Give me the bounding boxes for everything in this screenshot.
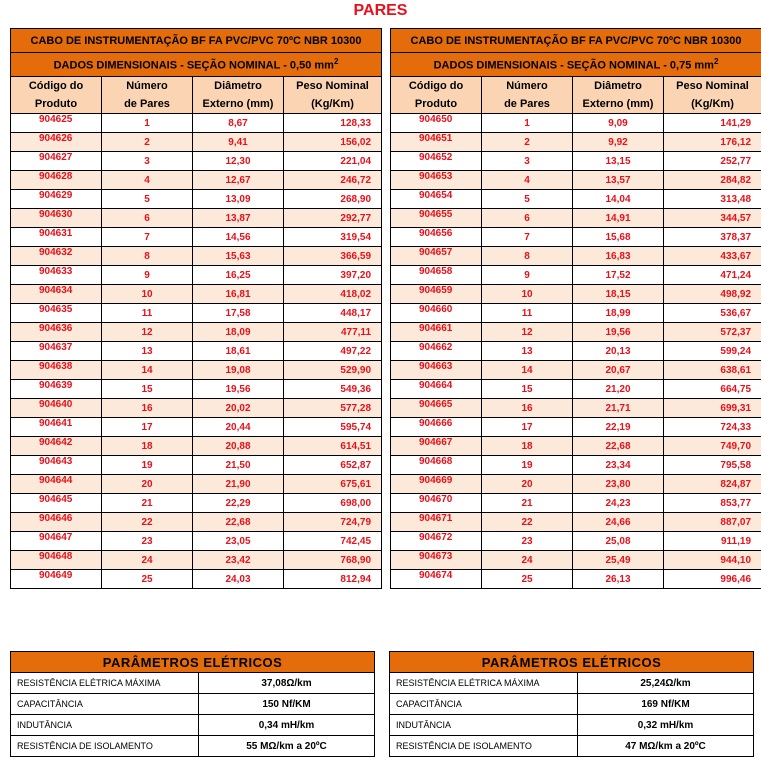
param-value-isolamento: 55 MΩ/km a 20ºC [199, 736, 375, 757]
cell-diametro: 21,90 [193, 475, 284, 494]
cell-numero: 18 [482, 437, 573, 456]
cell-diametro: 9,92 [573, 133, 664, 152]
table-row [11, 247, 382, 266]
cell-codigo: 904669 [391, 475, 482, 494]
table-row [11, 285, 382, 304]
header-diametro: Diâmetro [573, 77, 664, 96]
cell-peso: 221,04 [284, 152, 382, 171]
header-numero: Número [482, 77, 573, 96]
cell-numero: 14 [482, 361, 573, 380]
cell-codigo: 904665 [391, 399, 482, 418]
cell-diametro: 12,67 [193, 171, 284, 190]
header-codigo: Código do [391, 77, 482, 96]
table-row [11, 209, 382, 228]
cell-peso: 599,24 [664, 342, 761, 361]
cell-peso: 344,57 [664, 209, 761, 228]
param-value-resistencia: 25,24Ω/km [578, 673, 754, 694]
cell-numero: 4 [482, 171, 573, 190]
subtitle-text: DADOS DIMENSIONAIS - SEÇÃO NOMINAL - 0,50 mm [53, 59, 334, 72]
cell-diametro: 18,15 [573, 285, 664, 304]
table-row [391, 266, 761, 285]
cell-codigo: 904674 [391, 570, 482, 589]
cell-codigo: 904639 [11, 380, 102, 399]
cell-codigo: 904640 [11, 399, 102, 418]
cell-codigo: 904644 [11, 475, 102, 494]
param-label-indutancia: INDUTÂNCIA [390, 715, 578, 736]
cell-peso: 742,45 [284, 532, 382, 551]
table-row [391, 209, 761, 228]
cell-peso: 996,46 [664, 570, 761, 589]
table-row [391, 323, 761, 342]
cell-numero: 1 [102, 114, 193, 133]
cell-peso: 944,10 [664, 551, 761, 570]
cell-numero: 10 [102, 285, 193, 304]
cell-peso: 536,67 [664, 304, 761, 323]
cell-numero: 18 [102, 437, 193, 456]
param-label-capacitancia: CAPACITÂNCIA [390, 694, 578, 715]
cell-numero: 24 [102, 551, 193, 570]
table-row [391, 304, 761, 323]
cell-numero: 15 [102, 380, 193, 399]
table-row [11, 551, 382, 570]
cell-numero: 1 [482, 114, 573, 133]
table-subtitle [11, 53, 382, 77]
cell-peso: 284,82 [664, 171, 761, 190]
cell-diametro: 13,15 [573, 152, 664, 171]
subtitle-sup: 2 [333, 57, 339, 67]
header-kg-km: (Kg/Km) [284, 95, 382, 114]
cell-peso: 433,67 [664, 247, 761, 266]
param-value-indutancia: 0,34 mH/km [199, 715, 375, 736]
cell-diametro: 18,09 [193, 323, 284, 342]
table-row [11, 323, 382, 342]
cell-diametro: 21,50 [193, 456, 284, 475]
cell-diametro: 13,09 [193, 190, 284, 209]
header-peso: Peso Nominal [284, 77, 382, 96]
cell-peso: 292,77 [284, 209, 382, 228]
cell-codigo: 904641 [11, 418, 102, 437]
cell-peso: 675,61 [284, 475, 382, 494]
cell-codigo: 904630 [11, 209, 102, 228]
cell-diametro: 18,99 [573, 304, 664, 323]
cell-numero: 22 [102, 513, 193, 532]
table-row [11, 342, 382, 361]
cell-peso: 577,28 [284, 399, 382, 418]
cell-codigo: 904642 [11, 437, 102, 456]
table-row [11, 532, 382, 551]
cell-numero: 7 [482, 228, 573, 247]
header-produto: Produto [391, 95, 482, 114]
cell-codigo: 904626 [11, 133, 102, 152]
cell-peso: 313,48 [664, 190, 761, 209]
cell-peso: 471,24 [664, 266, 761, 285]
cell-diametro: 19,08 [193, 361, 284, 380]
cell-diametro: 16,25 [193, 266, 284, 285]
cell-codigo: 904654 [391, 190, 482, 209]
table-row [391, 342, 761, 361]
cell-diametro: 22,68 [193, 513, 284, 532]
table-row [391, 456, 761, 475]
cell-peso: 128,33 [284, 114, 382, 133]
table-row [391, 133, 761, 152]
cell-codigo: 904660 [391, 304, 482, 323]
cell-peso: 749,70 [664, 437, 761, 456]
param-label-indutancia: INDUTÂNCIA [11, 715, 199, 736]
param-value-capacitancia: 150 Nf/KM [199, 694, 375, 715]
cell-codigo: 904648 [11, 551, 102, 570]
cell-numero: 21 [102, 494, 193, 513]
cell-numero: 23 [482, 532, 573, 551]
cell-numero: 9 [102, 266, 193, 285]
cell-diametro: 20,13 [573, 342, 664, 361]
cell-numero: 12 [482, 323, 573, 342]
cell-numero: 6 [482, 209, 573, 228]
cell-numero: 12 [102, 323, 193, 342]
cell-codigo: 904625 [11, 114, 102, 133]
table-row [391, 190, 761, 209]
table-row [391, 361, 761, 380]
header-externo: Externo (mm) [193, 95, 284, 114]
table-row [391, 551, 761, 570]
table-row [391, 399, 761, 418]
cell-codigo: 904659 [391, 285, 482, 304]
cell-diametro: 14,91 [573, 209, 664, 228]
cell-numero: 2 [482, 133, 573, 152]
cell-diametro: 14,56 [193, 228, 284, 247]
cell-numero: 5 [102, 190, 193, 209]
cell-codigo: 904635 [11, 304, 102, 323]
cell-peso: 652,87 [284, 456, 382, 475]
param-label-resistencia: RESISTÊNCIA ELÉTRICA MÁXIMA [390, 673, 578, 694]
cell-diametro: 17,52 [573, 266, 664, 285]
cell-diametro: 18,61 [193, 342, 284, 361]
cell-numero: 10 [482, 285, 573, 304]
cell-codigo: 904643 [11, 456, 102, 475]
cell-peso: 529,90 [284, 361, 382, 380]
header-kg-km: (Kg/Km) [664, 95, 761, 114]
cell-codigo: 904636 [11, 323, 102, 342]
cell-peso: 853,77 [664, 494, 761, 513]
table-row [391, 513, 761, 532]
cell-codigo: 904627 [11, 152, 102, 171]
cell-numero: 17 [482, 418, 573, 437]
cell-diametro: 22,29 [193, 494, 284, 513]
cell-diametro: 17,58 [193, 304, 284, 323]
cell-codigo: 904650 [391, 114, 482, 133]
cell-peso: 795,58 [664, 456, 761, 475]
table-row [391, 532, 761, 551]
cell-codigo: 904632 [11, 247, 102, 266]
cell-diametro: 23,80 [573, 475, 664, 494]
cell-diametro: 20,88 [193, 437, 284, 456]
cell-diametro: 22,68 [573, 437, 664, 456]
table-row [11, 437, 382, 456]
cell-peso: 572,37 [664, 323, 761, 342]
param-label-isolamento: RESISTÊNCIA DE ISOLAMENTO [390, 736, 578, 757]
header-externo: Externo (mm) [573, 95, 664, 114]
cell-numero: 24 [482, 551, 573, 570]
cell-numero: 8 [482, 247, 573, 266]
cell-codigo: 904658 [391, 266, 482, 285]
cell-peso: 812,94 [284, 570, 382, 589]
table-row [11, 152, 382, 171]
cell-diametro: 15,63 [193, 247, 284, 266]
cell-codigo: 904653 [391, 171, 482, 190]
dimensional-table-075 [390, 28, 761, 589]
electrical-params-050 [10, 651, 375, 757]
table-row [11, 133, 382, 152]
table-row [391, 285, 761, 304]
cell-numero: 16 [482, 399, 573, 418]
cell-codigo: 904656 [391, 228, 482, 247]
cell-diametro: 21,71 [573, 399, 664, 418]
cell-peso: 477,11 [284, 323, 382, 342]
cell-codigo: 904631 [11, 228, 102, 247]
table-row [11, 304, 382, 323]
cell-codigo: 904655 [391, 209, 482, 228]
cell-codigo: 904651 [391, 133, 482, 152]
cell-numero: 11 [102, 304, 193, 323]
table-rows [391, 114, 761, 589]
table-row [391, 247, 761, 266]
cell-numero: 19 [482, 456, 573, 475]
header-de-pares: de Pares [482, 95, 573, 114]
table-row [11, 513, 382, 532]
header-diametro: Diâmetro [193, 77, 284, 96]
table-row [11, 361, 382, 380]
cell-diametro: 26,13 [573, 570, 664, 589]
cell-codigo: 904652 [391, 152, 482, 171]
table-row [11, 399, 382, 418]
table-row [11, 570, 382, 589]
cell-numero: 20 [102, 475, 193, 494]
cell-diametro: 25,08 [573, 532, 664, 551]
cell-codigo: 904668 [391, 456, 482, 475]
cell-diametro: 20,67 [573, 361, 664, 380]
params-title: PARÂMETROS ELÉTRICOS [390, 652, 754, 673]
cell-numero: 16 [102, 399, 193, 418]
cell-diametro: 21,20 [573, 380, 664, 399]
cell-codigo: 904670 [391, 494, 482, 513]
cell-numero: 20 [482, 475, 573, 494]
param-label-resistencia: RESISTÊNCIA ELÉTRICA MÁXIMA [11, 673, 199, 694]
cell-peso: 614,51 [284, 437, 382, 456]
table-subtitle [391, 53, 761, 77]
cell-peso: 824,87 [664, 475, 761, 494]
table-row [391, 152, 761, 171]
param-value-capacitancia: 169 Nf/KM [578, 694, 754, 715]
cell-codigo: 904667 [391, 437, 482, 456]
table-title: CABO DE INSTRUMENTAÇÃO BF FA PVC/PVC 70ºC NBR 10300 [391, 29, 761, 53]
cell-codigo: 904672 [391, 532, 482, 551]
table-row [11, 380, 382, 399]
cell-codigo: 904661 [391, 323, 482, 342]
cell-diametro: 16,81 [193, 285, 284, 304]
header-numero: Número [102, 77, 193, 96]
cell-diametro: 9,09 [573, 114, 664, 133]
dimensional-table-050 [10, 28, 382, 589]
cell-peso: 397,20 [284, 266, 382, 285]
param-label-isolamento: RESISTÊNCIA DE ISOLAMENTO [11, 736, 199, 757]
cell-codigo: 904663 [391, 361, 482, 380]
cell-peso: 448,17 [284, 304, 382, 323]
cell-numero: 17 [102, 418, 193, 437]
cell-peso: 366,59 [284, 247, 382, 266]
cell-peso: 698,00 [284, 494, 382, 513]
subtitle-text: DADOS DIMENSIONAIS - SEÇÃO NOMINAL - 0,75 mm [433, 59, 714, 72]
cell-peso: 768,90 [284, 551, 382, 570]
table-row [11, 418, 382, 437]
cell-peso: 268,90 [284, 190, 382, 209]
table-row [391, 418, 761, 437]
table-row [11, 494, 382, 513]
cell-numero: 25 [102, 570, 193, 589]
header-codigo: Código do [11, 77, 102, 96]
table-row [11, 228, 382, 247]
cell-codigo: 904633 [11, 266, 102, 285]
subtitle-sup: 2 [713, 57, 719, 67]
cell-diametro: 23,42 [193, 551, 284, 570]
cell-numero: 2 [102, 133, 193, 152]
cell-numero: 14 [102, 361, 193, 380]
cell-peso: 911,19 [664, 532, 761, 551]
params-title: PARÂMETROS ELÉTRICOS [11, 652, 375, 673]
cell-numero: 25 [482, 570, 573, 589]
cell-codigo: 904673 [391, 551, 482, 570]
table-row [391, 570, 761, 589]
table-row [391, 228, 761, 247]
cell-diametro: 12,30 [193, 152, 284, 171]
cell-diametro: 23,34 [573, 456, 664, 475]
cell-numero: 13 [482, 342, 573, 361]
cell-numero: 21 [482, 494, 573, 513]
cell-peso: 246,72 [284, 171, 382, 190]
cell-peso: 724,33 [664, 418, 761, 437]
cell-diametro: 24,03 [193, 570, 284, 589]
cell-diametro: 22,19 [573, 418, 664, 437]
table-rows [11, 114, 382, 589]
cell-numero: 23 [102, 532, 193, 551]
cell-diametro: 16,83 [573, 247, 664, 266]
cell-numero: 3 [102, 152, 193, 171]
table-row [391, 114, 761, 133]
cell-peso: 638,61 [664, 361, 761, 380]
cell-peso: 699,31 [664, 399, 761, 418]
cell-numero: 5 [482, 190, 573, 209]
table-row [391, 475, 761, 494]
table-row [391, 171, 761, 190]
cell-peso: 549,36 [284, 380, 382, 399]
cell-peso: 498,92 [664, 285, 761, 304]
cell-diametro: 19,56 [193, 380, 284, 399]
page-title: PARES [353, 2, 408, 19]
cell-numero: 13 [102, 342, 193, 361]
cell-diametro: 9,41 [193, 133, 284, 152]
cell-numero: 19 [102, 456, 193, 475]
cell-diametro: 14,04 [573, 190, 664, 209]
table-title: CABO DE INSTRUMENTAÇÃO BF FA PVC/PVC 70ºC NBR 10300 [11, 29, 382, 53]
cell-codigo: 904671 [391, 513, 482, 532]
cell-diametro: 13,87 [193, 209, 284, 228]
cell-diametro: 19,56 [573, 323, 664, 342]
cell-numero: 7 [102, 228, 193, 247]
table-row [391, 437, 761, 456]
cell-codigo: 904646 [11, 513, 102, 532]
table-row [11, 114, 382, 133]
cell-diametro: 24,66 [573, 513, 664, 532]
table-row [11, 475, 382, 494]
table-row [391, 380, 761, 399]
cell-codigo: 904666 [391, 418, 482, 437]
cell-diametro: 13,57 [573, 171, 664, 190]
cell-numero: 11 [482, 304, 573, 323]
cell-codigo: 904647 [11, 532, 102, 551]
cell-peso: 664,75 [664, 380, 761, 399]
cell-peso: 319,54 [284, 228, 382, 247]
table-row [11, 266, 382, 285]
table-row [11, 190, 382, 209]
cell-numero: 3 [482, 152, 573, 171]
header-produto: Produto [11, 95, 102, 114]
cell-diametro: 15,68 [573, 228, 664, 247]
param-value-resistencia: 37,08Ω/km [199, 673, 375, 694]
cell-diametro: 23,05 [193, 532, 284, 551]
cell-diametro: 8,67 [193, 114, 284, 133]
cell-codigo: 904637 [11, 342, 102, 361]
param-value-isolamento: 47 MΩ/km a 20ºC [578, 736, 754, 757]
cell-codigo: 904629 [11, 190, 102, 209]
cell-diametro: 20,44 [193, 418, 284, 437]
cell-peso: 141,29 [664, 114, 761, 133]
cell-numero: 8 [102, 247, 193, 266]
electrical-params-075 [389, 651, 754, 757]
cell-peso: 595,74 [284, 418, 382, 437]
cell-peso: 887,07 [664, 513, 761, 532]
cell-codigo: 904628 [11, 171, 102, 190]
table-row [11, 456, 382, 475]
cell-peso: 724,79 [284, 513, 382, 532]
cell-peso: 497,22 [284, 342, 382, 361]
cell-diametro: 25,49 [573, 551, 664, 570]
cell-numero: 9 [482, 266, 573, 285]
cell-diametro: 20,02 [193, 399, 284, 418]
cell-numero: 4 [102, 171, 193, 190]
header-peso: Peso Nominal [664, 77, 761, 96]
cell-codigo: 904638 [11, 361, 102, 380]
cell-peso: 252,77 [664, 152, 761, 171]
header-de-pares: de Pares [102, 95, 193, 114]
cell-codigo: 904634 [11, 285, 102, 304]
cell-peso: 418,02 [284, 285, 382, 304]
cell-diametro: 24,23 [573, 494, 664, 513]
cell-codigo: 904649 [11, 570, 102, 589]
table-row [11, 171, 382, 190]
cell-codigo: 904664 [391, 380, 482, 399]
cell-peso: 378,37 [664, 228, 761, 247]
cell-numero: 6 [102, 209, 193, 228]
param-value-indutancia: 0,32 mH/km [578, 715, 754, 736]
cell-codigo: 904645 [11, 494, 102, 513]
param-label-capacitancia: CAPACITÂNCIA [11, 694, 199, 715]
cell-numero: 22 [482, 513, 573, 532]
cell-codigo: 904662 [391, 342, 482, 361]
cell-numero: 15 [482, 380, 573, 399]
cell-codigo: 904657 [391, 247, 482, 266]
table-row [391, 494, 761, 513]
cell-peso: 176,12 [664, 133, 761, 152]
cell-peso: 156,02 [284, 133, 382, 152]
